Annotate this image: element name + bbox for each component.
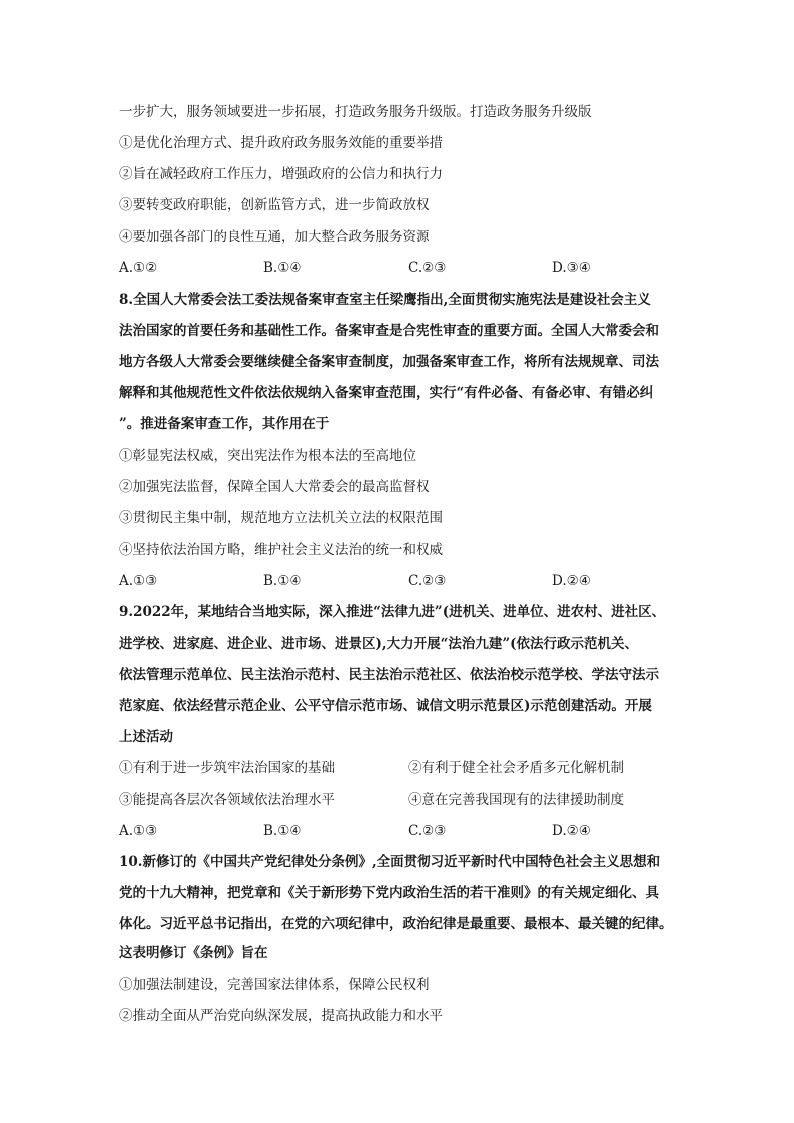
question-10-stem-line: 党的十九大精神，把党章和《关于新形势下党内政治生活的若干准则》的有关规定细化、具 [119, 885, 659, 901]
question-8-option-2: ②加强宪法监督，保障全国人大常委会的最高监督权 [119, 479, 430, 495]
question-10-option-2: ②推动全面从严治党向纵深发展，提高执政能力和水平 [119, 1008, 443, 1024]
question-9-stem-line: 9.2022年，某地结合当地实际，深入推进“法律九进”(进机关、进单位、进农村、进社区、 [119, 604, 666, 620]
question-8-choice-d: D.②④ [552, 573, 591, 589]
question-8-stem-line: 解释和其他规范性文件依法依规纳入备案审查范围，实行“有件必备、有备必审、有错必纠 [119, 385, 654, 401]
question-9-choice-b: B.①④ [263, 823, 302, 839]
question-9-option-2: ②有利于健全社会矛盾多元化解机制 [408, 760, 624, 776]
question-7-choice-a: A.①② [119, 260, 158, 276]
question-7-choice-c: C.②③ [408, 260, 447, 276]
question-9-option-3: ③能提高各层次各领域依法治理水平 [119, 792, 335, 808]
question-7-choice-b: B.①④ [263, 260, 302, 276]
question-8-choice-a: A.①③ [119, 573, 158, 589]
question-9-stem-line: 上述活动 [119, 729, 173, 745]
question-9-option-4: ④意在完善我国现有的法律援助制度 [408, 792, 624, 808]
question-8-option-3: ③贯彻民主集中制，规范地方立法机关立法的权限范围 [119, 510, 443, 526]
question-7-option-3: ③要转变政府职能，创新监管方式，进一步简政放权 [119, 197, 430, 213]
question-8-option-1: ①彰显宪法权威，突出宪法作为根本法的至高地位 [119, 448, 416, 464]
question-9-choice-c: C.②③ [408, 823, 447, 839]
question-8-stem-line: 地方各级人大常委会要继续健全备案审查制度，加强备案审查工作，将所有法规规章、司法 [119, 354, 659, 370]
question-10-stem-line: 10.新修订的《中国共产党纪律处分条例》,全面贯彻习近平新时代中国特色社会主义思想和 [119, 854, 661, 870]
question-7-option-4: ④要加强各部门的良性互通，加大整合政务服务资源 [119, 229, 430, 245]
question-7-stem-line: 一步扩大，服务领域要进一步拓展，打造政务服务升级版。打造政务服务升级版 [119, 104, 592, 120]
question-8-choice-c: C.②③ [408, 573, 447, 589]
question-9-stem-line: 进学校、进家庭、进企业、进市场、进景区),大力开展“法治九建”(依法行政示范机关、 [119, 636, 639, 652]
question-10-stem-line: 体化。习近平总书记指出，在党的六项纪律中，政治纪律是最重要、最根本、最关键的纪律。 [119, 916, 673, 932]
question-10-stem-line: 这表明修订《条例》旨在 [119, 945, 268, 961]
question-8-stem-line: ”。推进备案审查工作，其作用在于 [119, 416, 330, 432]
question-9-stem-line: 范家庭、依法经营示范企业、公平守信示范市场、诚信文明示范景区)示范创建活动。开展 [119, 698, 652, 714]
question-10-option-1: ①加强法制建设，完善国家法律体系，保障公民权利 [119, 977, 430, 993]
question-8-stem-line: 8.全国人大常委会法工委法规备案审查室主任梁鹰指出,全面贯彻实施宪法是建设社会主义 [119, 292, 651, 308]
question-8-stem-line: 法治国家的首要任务和基础性工作。备案审查是合宪性审查的重要方面。全国人大常委会和 [119, 323, 659, 339]
question-8-option-4: ④坚持依法治国方略，维护社会主义法治的统一和权威 [119, 542, 443, 558]
question-7-option-1: ①是优化治理方式、提升政府政务服务效能的重要举措 [119, 135, 443, 151]
question-9-choice-d: D.②④ [552, 823, 591, 839]
question-8-choice-b: B.①④ [263, 573, 302, 589]
question-9-option-1: ①有利于进一步筑牢法治国家的基础 [119, 760, 335, 776]
question-9-choice-a: A.①③ [119, 823, 158, 839]
question-7-choice-d: D.③④ [552, 260, 591, 276]
question-9-stem-line: 依法管理示范单位、民主法治示范村、民主法治示范社区、依法治校示范学校、学法守法示 [119, 667, 659, 683]
question-7-option-2: ②旨在减轻政府工作压力，增强政府的公信力和执行力 [119, 166, 443, 182]
